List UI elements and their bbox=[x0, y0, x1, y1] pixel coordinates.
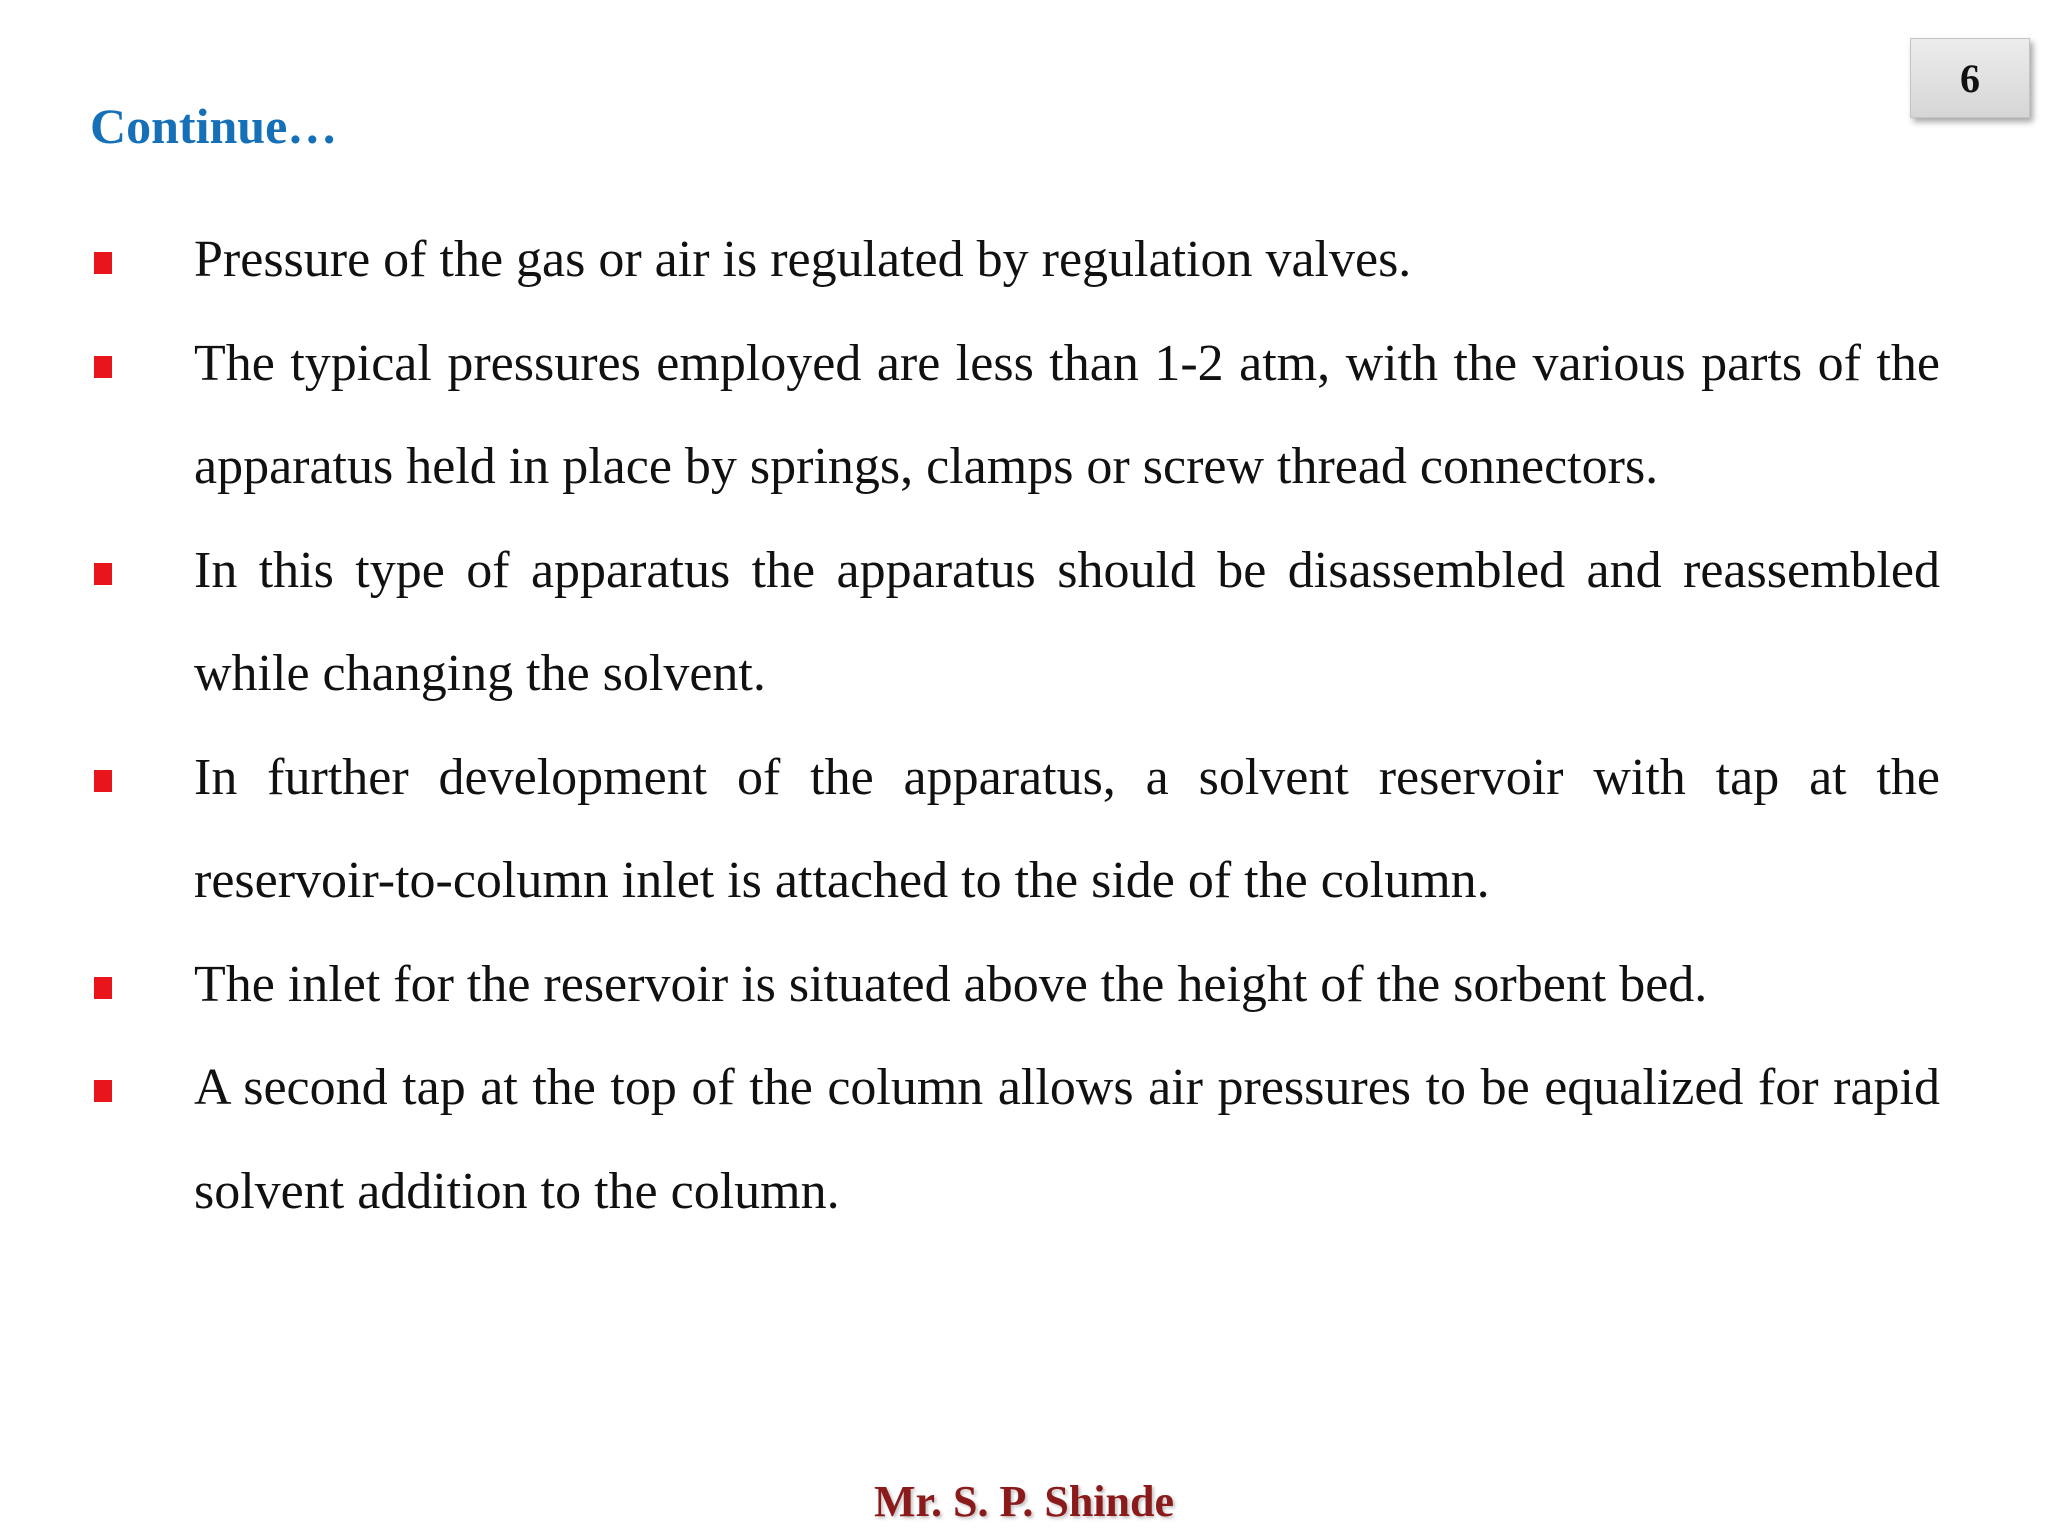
square-bullet-icon bbox=[94, 977, 112, 999]
bullet-item bbox=[90, 208, 1940, 312]
bullet-text: The typical pressures employed are less than 1-2 atm, with the various parts of the apparatus held in place by springs, clamps or screw thread connectors. bbox=[194, 334, 1940, 495]
bullet-item bbox=[90, 1036, 1940, 1243]
bullet-text: In further development of the apparatus, a solvent reservoir with tap at the reservoir-to-column inlet is attached to the side of the column. bbox=[194, 748, 1940, 909]
page-number-badge: 6 bbox=[1910, 38, 2030, 118]
author-footer: Mr. S. P. Shinde bbox=[874, 1477, 1174, 1526]
square-bullet-icon bbox=[94, 252, 112, 274]
bullet-text: A second tap at the top of the column allows air pressures to be equalized for rapid solvent addition to the column. bbox=[194, 1059, 1940, 1220]
bullet-text: Pressure of the gas or air is regulated by regulation valves. bbox=[194, 231, 1412, 288]
square-bullet-icon bbox=[94, 1080, 112, 1102]
bullet-item bbox=[90, 933, 1940, 1037]
bullet-text: The inlet for the reservoir is situated above the height of the sorbent bed. bbox=[194, 955, 1708, 1013]
square-bullet-icon bbox=[94, 563, 112, 585]
slide-title: Continue… bbox=[90, 98, 338, 154]
bullet-item bbox=[90, 519, 1940, 726]
square-bullet-icon bbox=[94, 770, 112, 792]
bullet-item bbox=[90, 312, 1940, 519]
bullet-list bbox=[90, 208, 1940, 1243]
bullet-item bbox=[90, 726, 1940, 933]
bullet-text: In this type of apparatus the apparatus should be disassembled and reassembled while changing the solvent. bbox=[194, 541, 1940, 702]
square-bullet-icon bbox=[94, 356, 112, 378]
